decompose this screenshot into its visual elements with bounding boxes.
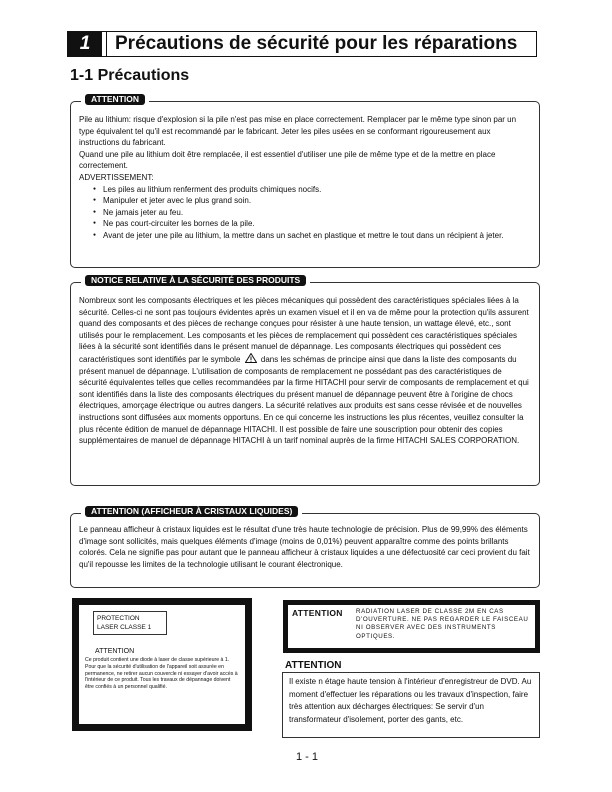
- lcd-attention-tab: [81, 506, 302, 518]
- attention-paragraph: Quand une pile au lithium doit être remplacée, il est essentiel d'utiliser une pile de même type et de la mettre en place correctement.: [79, 149, 496, 171]
- chapter-header: [67, 31, 537, 57]
- warning-list-item: ● Manipuler et jeter avec le plus grand soin.: [93, 195, 531, 207]
- attention-label: ATTENTION: [85, 94, 145, 105]
- lcd-attention-box: [70, 506, 540, 588]
- chapter-number: 1: [68, 32, 102, 56]
- safety-notice-label: NOTICE RELATIVE À LA SÉCURITÉ DES PRODUITS: [85, 275, 306, 286]
- attention-paragraph: Pile au lithium: risque d'explosion si la pile n'est pas mise en place correctement. Remplacer par le même type sinon par un type équivalent tel qu'il est recommandé par le fabricant. Jeter les piles usées en se conformant rigoureusement aux instructions du fabricant.: [79, 115, 517, 148]
- safety-notice-text: [79, 295, 531, 447]
- lcd-attention-text: Le panneau afficheur à cristaux liquides est le résultat d'une très haute technologie de précision. Plus de 99,99% des éléments d'image sont sollicités, mais quelques éléments d'image (moins de 0,01%) peuvent apparaître comme des points brillants colorés. Cela ne signifie pas pour autant que le panneau afficheur à cristaux liquides a une défectuosité car ceci provient du fait qu'il repousse les limites de la technologie utilisant le courant électronique.: [79, 525, 530, 569]
- radiation-warning-text: RADIATION LASER DE CLASSE 2M EN CAS D'OUVERTURE. NE PAS REGARDER LE FAISCEAU NI OBSERVER AVEC DES INSTRUMENTS OPTIQUES.: [356, 608, 529, 640]
- warning-list-item: ● Ne pas court-circuiter les bornes de la pile.: [93, 218, 531, 230]
- advertissement-heading: ADVERTISSEMENT:: [79, 172, 154, 182]
- laser-class-label: [93, 611, 167, 635]
- page-number: 1 - 1: [296, 751, 319, 763]
- high-voltage-text: Il existe n étage haute tension à l'intérieur d'enregistreur de DVD. Au moment d'effectuer les réparations ou les travaux d'inspection, faire très attention aux décharges électriques: Se servir d'un transformateur d'isolement, porter des gants, etc.: [289, 677, 532, 724]
- safety-notice-text-part2: dans les schémas de principe ainsi que dans la liste des composants du présent manuel de dépannage. L'utilisation de composants de remplacement ne possédant pas des caractéristiques de sécurité équivalentes telles que celles recommandées par la firme HITACHI pour servir de composants de remplacement et qui sont identifiés dans la liste des composants électriques du présent manuel de dépannage peuvent être à l'origine de chocs électriques, amorçage électrique ou autres dangers. La sécurité relatives aux produits est sans cesse révisée et de nouvelles instructions sont diffusées aux moments opportuns. En ce qui concerne les instructions les plus récentes, veuillez consulter la plus récente édition de manuel de dépannage HITACHI. Il est possible de faire une souscription pour obtenir des copies supplémentaires de manuel de dépannage HITACHI à un tarif nominal auprès de la firme HITACHI SALES CORPORATION.: [79, 354, 529, 446]
- laser-label-line1: PROTECTION: [97, 615, 140, 622]
- lcd-attention-label: ATTENTION (AFFICHEUR À CRISTAUX LIQUIDES): [85, 506, 298, 517]
- attention-tab: [81, 94, 149, 106]
- warning-list-item: ● Les piles au lithium renferment des produits chimiques nocifs.: [93, 184, 531, 196]
- laser-protection-box: [72, 598, 252, 731]
- radiation-warning-box: [283, 600, 540, 653]
- warning-list-item: ● Avant de jeter une pile au lithium, la mettre dans un sachet en plastique et mettre le tout dans un récipient à jeter.: [93, 230, 531, 242]
- radiation-warning-title: ATTENTION: [292, 608, 343, 618]
- warning-list: [79, 184, 531, 242]
- warning-triangle-icon: [245, 353, 257, 363]
- safety-notice-tab: [81, 275, 310, 287]
- safety-notice-box: [70, 275, 540, 486]
- high-voltage-title: ATTENTION: [285, 660, 342, 671]
- laser-attention-text: Ce produit contient une diode à laser de classe supérieure à 1. Pour que la sécurité d'utilisation de l'appareil soit assurée en permanence, ne retirer aucun couvercle ni essayer d'avoir accès à l'intérieur de ce produit. Tous les travaux de dépannage doivent être confiés à un personnel qualifié.: [85, 657, 238, 691]
- chapter-title: Précautions de sécurité pour les réparations: [115, 33, 518, 54]
- section-title: 1-1 Précautions: [70, 67, 190, 84]
- attention-box: [70, 94, 540, 268]
- laser-label-line2: LASER CLASSE 1: [97, 624, 152, 631]
- safety-notice-text-part1: Nombreux sont les composants électriques et les pièces mécaniques qui possèdent des caractéristiques spéciales liées à la sécurité. Celles-ci ne sont pas toujours évidentes après un examen visuel et il en va de même pour la protection qu'ils assurent quand des composants et des pièces de rechange conçues pour résister à une haute tension, un wattage élevé, etc., sont utilisés pour le remplacement. Les composants et les pièces de remplacement qui possèdent ces caractéristiques spéciales liées à la sécurité sont identifiés dans le présent manuel de dépannage. Les composants électriques qui possèdent ces caractéristiques sont identifiés par le symbole: [79, 296, 529, 364]
- laser-attention-heading: ATTENTION: [95, 648, 135, 655]
- high-voltage-box: [282, 672, 540, 738]
- warning-list-item: ● Ne jamais jeter au feu.: [93, 207, 531, 219]
